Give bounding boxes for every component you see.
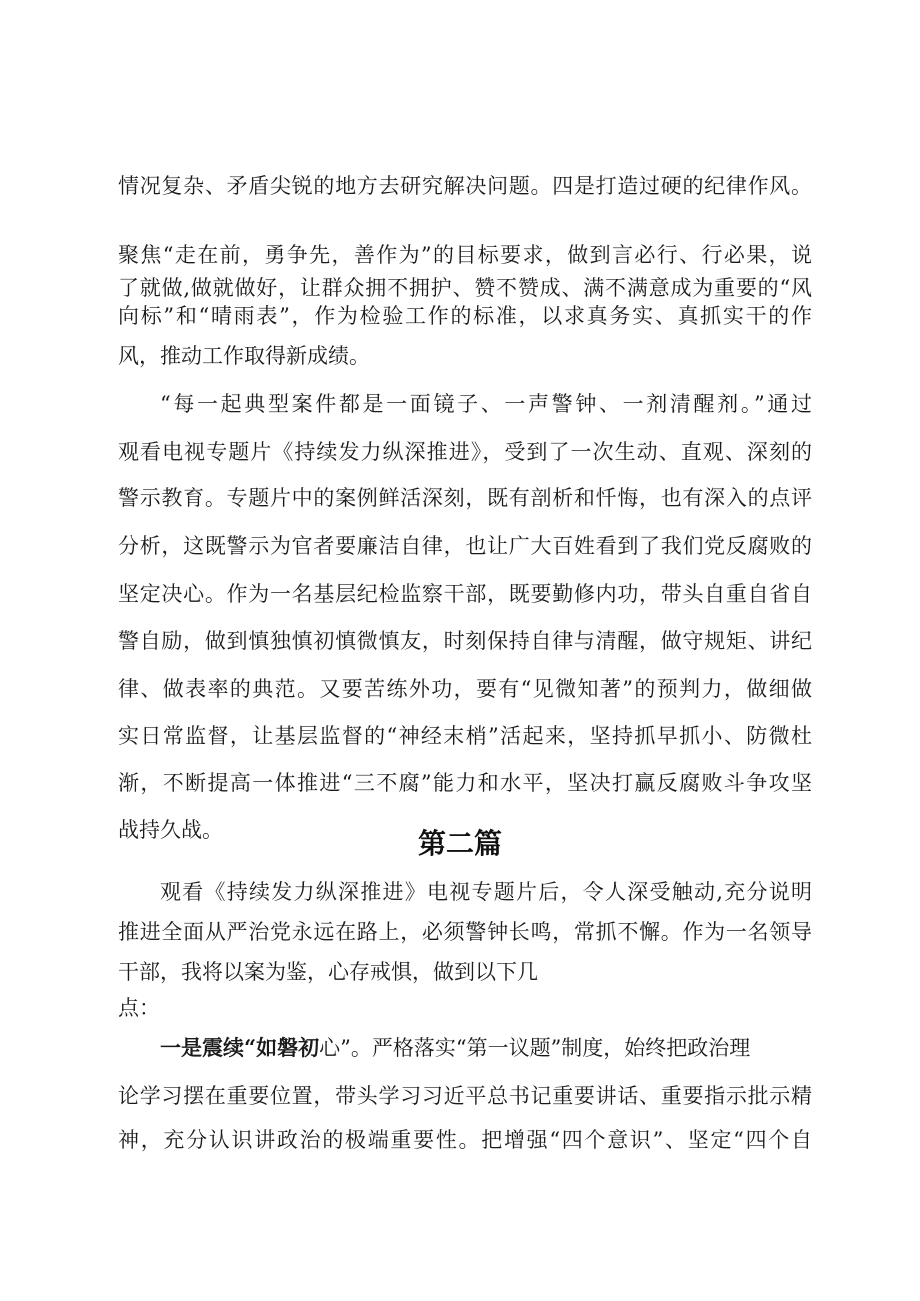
section-heading: 第二篇 (417, 827, 502, 860)
paragraph-line: 情况复杂、矛盾尖锐的地方去研究解决问题。四是打造过硬的纪律作风。 (118, 174, 812, 198)
paragraph-line: 律、做表率的典范。又要苦练外功，要有“见微知著”的预判力，做细做 (118, 677, 812, 701)
paragraph-line (160, 1036, 812, 1060)
paragraph-line: 实日常监督，让基层监督的“神经末梢”活起来，坚持抓早抓小、防微杜 (118, 724, 812, 748)
paragraph-line: 论学习摆在重要位置，带头学习习近平总书记重要讲话、重要指示批示精 (118, 1084, 812, 1108)
paragraph-line: 坚定决心。作为一名基层纪检监察干部，既要勤修内功，带头自重自省自 (118, 582, 812, 606)
paragraph-line: 渐，不断提高一体推进“三不腐”能力和水平，坚决打赢反腐败斗争攻坚 (118, 771, 812, 795)
paragraph-line: “每一起典型案件都是一面镜子、一声警钟、一剂清醒剂。”通过 (160, 392, 812, 416)
paragraph-line: 聚焦“走在前，勇争先，善作为”的目标要求，做到言必行、行必果，说 (118, 243, 812, 267)
paragraph-line: 神，充分认识讲政治的极端重要性。把增强“四个意识”、坚定“四个自 (118, 1128, 812, 1152)
lead-bold-text: 一是震续“如磐初 (160, 1035, 320, 1060)
paragraph-line: 了就做,做就做好，让群众拥不拥护、赞不赞成、满不满意成为重要的“风 (118, 276, 812, 300)
paragraph-line: 战持久战。 (118, 818, 223, 842)
paragraph-line: 向标”和“晴雨表”，作为检验工作的标准，以求真务实、真抓实干的作 (118, 304, 812, 328)
paragraph-line: 观看电视专题片《持续发力纵深推进》，受到了一次生动、直观、深刻的 (118, 440, 812, 464)
lead-text: 心”。严格落实“第一议题”制度，始终把政治理 (319, 1036, 751, 1060)
paragraph-line: 风，推动工作取得新成绩。 (118, 344, 370, 368)
paragraph-line: 警自励，做到慎独慎初慎微慎友，时刻保持自律与清醒，做守规矩、讲纪 (118, 629, 812, 653)
paragraph-line: 观看《持续发力纵深推进》电视专题片后，令人深受触动,充分说明 (160, 880, 812, 904)
paragraph-line: 干部，我将以案为鉴，心存戒惧，做到以下几 (118, 960, 538, 984)
paragraph-line: 点： (118, 996, 160, 1020)
paragraph-line: 分析，这既警示为官者要廉洁自律，也让广大百姓看到了我们党反腐败的 (118, 534, 812, 558)
paragraph-line: 警示教育。专题片中的案例鲜活深刻，既有剖析和忏悔，也有深入的点评 (118, 486, 812, 510)
paragraph-line: 推进全面从严治党永远在路上，必须警钟长鸣，常抓不懈。作为一名领导 (118, 920, 812, 944)
